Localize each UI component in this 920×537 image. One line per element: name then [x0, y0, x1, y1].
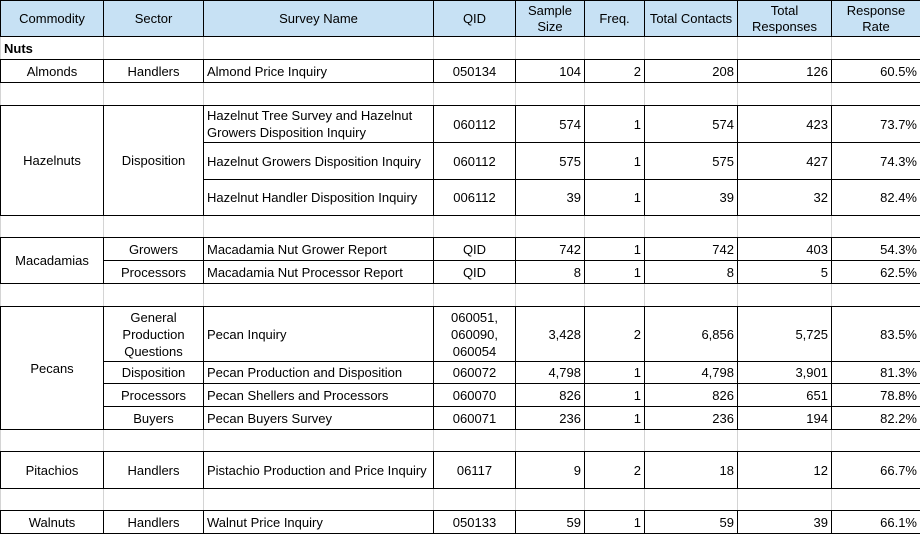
cell-total-contacts: 4,798 [645, 362, 738, 384]
header-commodity: Commodity [1, 1, 104, 37]
header-total-responses: Total Responses [738, 1, 832, 37]
cell-response-rate: 78.8% [832, 384, 920, 407]
cell-response-rate: 62.5% [832, 261, 920, 284]
cell-total-responses: 427 [738, 143, 832, 180]
cell-sector: Processors [104, 384, 204, 407]
cell-sector: Handlers [104, 60, 204, 83]
header-freq: Freq. [585, 1, 645, 37]
cell-response-rate: 82.4% [832, 180, 920, 216]
cell-sector: Disposition [104, 106, 204, 216]
table-row [1, 60, 920, 83]
cell-freq: 1 [585, 384, 645, 407]
cell-sample-size: 9 [516, 452, 585, 489]
cell-survey-name: Hazelnut Handler Disposition Inquiry [204, 180, 434, 216]
cell-response-rate: 74.3% [832, 143, 920, 180]
cell-total-responses: 3,901 [738, 362, 832, 384]
cell-total-contacts: 826 [645, 384, 738, 407]
table-row [1, 511, 920, 534]
table-row [1, 307, 920, 362]
cell-total-responses: 651 [738, 384, 832, 407]
cell-sample-size: 59 [516, 511, 585, 534]
cell-sample-size: 8 [516, 261, 585, 284]
cell-total-responses: 126 [738, 60, 832, 83]
cell-qid: 060070 [434, 384, 516, 407]
cell-qid: QID [434, 261, 516, 284]
section-label: Nuts [1, 37, 104, 60]
cell-sector: General Production Questions [104, 307, 204, 362]
cell-total-contacts: 59 [645, 511, 738, 534]
cell-response-rate: 82.2% [832, 407, 920, 430]
cell-survey-name: Hazelnut Tree Survey and Hazelnut Growers Disposition Inquiry [204, 106, 434, 143]
cell-sample-size: 104 [516, 60, 585, 83]
cell-total-contacts: 39 [645, 180, 738, 216]
cell-sector: Buyers [104, 407, 204, 430]
cell-total-responses: 403 [738, 238, 832, 261]
cell-freq: 1 [585, 511, 645, 534]
cell-response-rate: 66.1% [832, 511, 920, 534]
header-response-rate: Response Rate [832, 1, 920, 37]
cell-qid: 060112 [434, 143, 516, 180]
spacer-row [1, 83, 920, 106]
cell-sample-size: 826 [516, 384, 585, 407]
cell-freq: 1 [585, 238, 645, 261]
cell-total-contacts: 6,856 [645, 307, 738, 362]
cell-total-responses: 5 [738, 261, 832, 284]
spacer-row [1, 284, 920, 307]
cell-survey-name: Macadamia Nut Grower Report [204, 238, 434, 261]
cell-survey-name: Pecan Buyers Survey [204, 407, 434, 430]
table-row [1, 238, 920, 261]
cell-survey-name: Walnut Price Inquiry [204, 511, 434, 534]
cell-total-contacts: 18 [645, 452, 738, 489]
cell-sector: Processors [104, 261, 204, 284]
cell-sample-size: 4,798 [516, 362, 585, 384]
cell-total-responses: 5,725 [738, 307, 832, 362]
cell-response-rate: 54.3% [832, 238, 920, 261]
cell-freq: 2 [585, 452, 645, 489]
cell-qid: 006112 [434, 180, 516, 216]
cell-commodity: Almonds [1, 60, 104, 83]
cell-survey-name: Pecan Inquiry [204, 307, 434, 362]
cell-total-responses: 39 [738, 511, 832, 534]
cell-commodity: Walnuts [1, 511, 104, 534]
cell-qid: 060071 [434, 407, 516, 430]
cell-survey-name: Almond Price Inquiry [204, 60, 434, 83]
header-qid: QID [434, 1, 516, 37]
cell-survey-name: Pecan Production and Disposition [204, 362, 434, 384]
cell-sector: Handlers [104, 511, 204, 534]
cell-freq: 2 [585, 307, 645, 362]
header-row [1, 1, 920, 37]
cell-response-rate: 60.5% [832, 60, 920, 83]
cell-qid: 060051, 060090, 060054 [434, 307, 516, 362]
cell-total-responses: 32 [738, 180, 832, 216]
cell-survey-name: Pistachio Production and Price Inquiry [204, 452, 434, 489]
table-row [1, 384, 920, 407]
table-row [1, 362, 920, 384]
cell-sector: Growers [104, 238, 204, 261]
table-row [1, 452, 920, 489]
cell-commodity: Hazelnuts [1, 106, 104, 216]
cell-freq: 1 [585, 261, 645, 284]
cell-freq: 1 [585, 407, 645, 430]
cell-freq: 1 [585, 106, 645, 143]
cell-sector: Handlers [104, 452, 204, 489]
cell-total-responses: 423 [738, 106, 832, 143]
cell-response-rate: 66.7% [832, 452, 920, 489]
cell-total-contacts: 236 [645, 407, 738, 430]
cell-total-contacts: 742 [645, 238, 738, 261]
cell-freq: 1 [585, 362, 645, 384]
header-total-contacts: Total Contacts [645, 1, 738, 37]
cell-qid: 050134 [434, 60, 516, 83]
table-row [1, 407, 920, 430]
cell-total-responses: 194 [738, 407, 832, 430]
cell-total-contacts: 574 [645, 106, 738, 143]
cell-sample-size: 742 [516, 238, 585, 261]
cell-commodity: Macadamias [1, 238, 104, 284]
cell-response-rate: 83.5% [832, 307, 920, 362]
section-row [1, 37, 920, 60]
cell-sample-size: 575 [516, 143, 585, 180]
table-row [1, 106, 920, 143]
cell-sample-size: 3,428 [516, 307, 585, 362]
cell-response-rate: 81.3% [832, 362, 920, 384]
cell-qid: QID [434, 238, 516, 261]
table-row [1, 261, 920, 284]
cell-sector: Disposition [104, 362, 204, 384]
spacer-row [1, 216, 920, 238]
cell-qid: 06117 [434, 452, 516, 489]
cell-qid: 060072 [434, 362, 516, 384]
cell-sample-size: 39 [516, 180, 585, 216]
cell-sample-size: 574 [516, 106, 585, 143]
cell-total-contacts: 208 [645, 60, 738, 83]
cell-total-contacts: 575 [645, 143, 738, 180]
cell-freq: 2 [585, 60, 645, 83]
cell-qid: 060112 [434, 106, 516, 143]
cell-survey-name: Hazelnut Growers Disposition Inquiry [204, 143, 434, 180]
cell-commodity: Pecans [1, 307, 104, 430]
cell-total-responses: 12 [738, 452, 832, 489]
cell-freq: 1 [585, 143, 645, 180]
cell-qid: 050133 [434, 511, 516, 534]
cell-response-rate: 73.7% [832, 106, 920, 143]
cell-survey-name: Pecan Shellers and Processors [204, 384, 434, 407]
header-sector: Sector [104, 1, 204, 37]
cell-commodity: Pitachios [1, 452, 104, 489]
header-survey-name: Survey Name [204, 1, 434, 37]
cell-freq: 1 [585, 180, 645, 216]
spacer-row [1, 430, 920, 452]
cell-total-contacts: 8 [645, 261, 738, 284]
header-sample-size: Sample Size [516, 1, 585, 37]
cell-sample-size: 236 [516, 407, 585, 430]
spacer-row [1, 489, 920, 511]
cell-survey-name: Macadamia Nut Processor Report [204, 261, 434, 284]
